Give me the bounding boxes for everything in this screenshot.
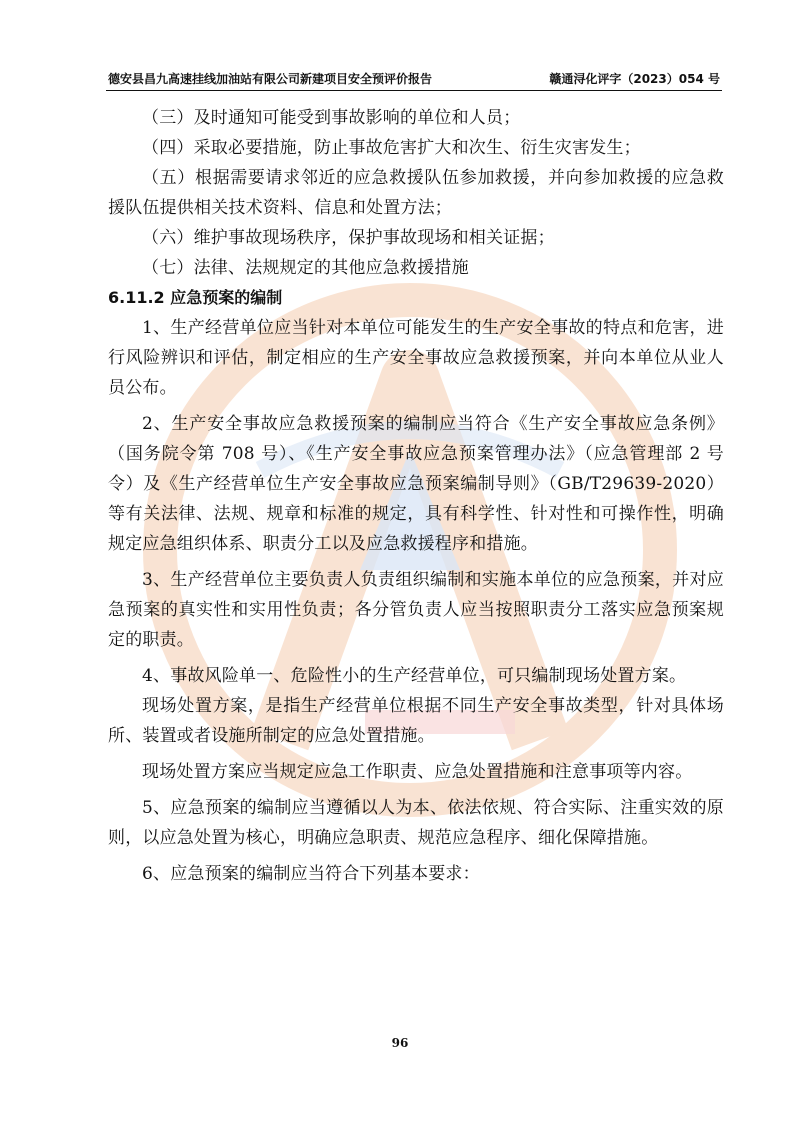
list-item: （六）维护事故现场秩序，保护事故现场和相关证据； xyxy=(142,228,555,248)
paragraph: 现场处置方案，是指生产经营单位根据不同生产安全事故类型，针对具体场所、装置或者设施所制定的应急处置措施。 xyxy=(108,696,724,746)
paragraph: 3、生产经营单位主要负责人负责组织编制和实施本单位的应急预案，并对应急预案的真实性和实用性负责；各分管负责人应当按照职责分工落实应急预案规定的职责。 xyxy=(108,570,724,650)
list-item: （五）根据需要请求邻近的应急救援队伍参加救援，并向参加救援的应急救援队伍提供相关技术资料、信息和处置方法； xyxy=(108,168,724,218)
paragraph: 5、应急预案的编制应当遵循以人为本、依法依规、符合实际、注重实效的原则，以应急处置为核心，明确应急职责、规范应急程序、细化保障措施。 xyxy=(108,798,724,848)
list-item: （三）及时通知可能受到事故影响的单位和人员； xyxy=(142,108,521,128)
page-number: 96 xyxy=(391,1036,409,1050)
paragraph: 4、事故风险单一、危险性小的生产经营单位，可只编制现场处置方案。 xyxy=(142,666,687,686)
section-heading: 6.11.2 应急预案的编制 xyxy=(108,288,283,307)
header-report-number: 赣通浔化评字（2023）054 号 xyxy=(549,72,720,86)
paragraph: 现场处置方案应当规定应急工作职责、应急处置措施和注意事项等内容。 xyxy=(142,762,693,782)
list-item: （七）法律、法规规定的其他应急救援措施 xyxy=(142,258,469,278)
list-item: （四）采取必要措施，防止事故危害扩大和次生、衍生灾害发生； xyxy=(142,138,641,158)
paragraph: 2、生产安全事故应急救援预案的编制应当符合《生产安全事故应急条例》（国务院令第 708 号）、《生产安全事故应急预案管理办法》（应急管理部 2 号令）及《生产经营单位生产安全事故应急预案编制导则》（GB/T29639-2020）等有关法律、法规、规章和标准的规定，具有科学性、针对性和可操作性，明确规定应急组织体系、职责分工以及应急救援程序和措施。 xyxy=(108,414,724,554)
page-header xyxy=(108,65,720,87)
header-report-title: 德安县昌九高速挂线加油站有限公司新建项目安全预评价报告 xyxy=(108,72,433,86)
paragraph: 6、应急预案的编制应当符合下列基本要求： xyxy=(142,864,480,884)
header-divider xyxy=(106,90,722,91)
paragraph: 1、生产经营单位应当针对本单位可能发生的生产安全事故的特点和危害，进行风险辨识和评估，制定相应的生产安全事故应急救援预案，并向本单位从业人员公布。 xyxy=(108,318,724,398)
document-body xyxy=(108,103,724,889)
